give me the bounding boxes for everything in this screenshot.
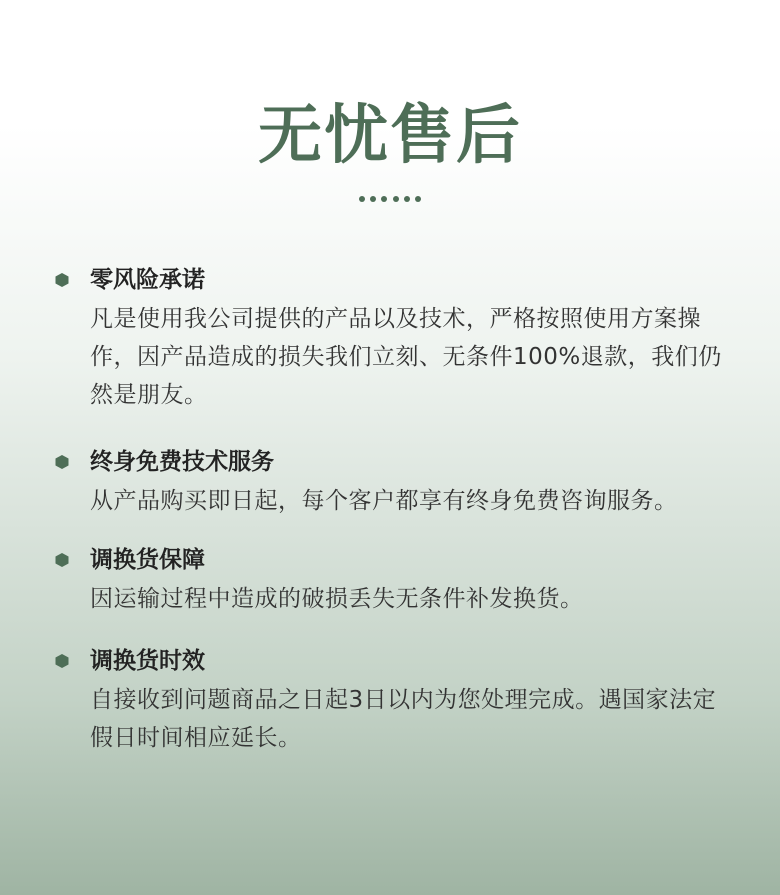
divider-dot bbox=[404, 196, 410, 202]
section-body: 因运输过程中造成的破损丢失无条件补发换货。 bbox=[90, 586, 584, 612]
divider-dot bbox=[381, 196, 387, 202]
section-title: 调换货时效 bbox=[90, 648, 205, 674]
page-title: 无忧售后 bbox=[258, 99, 522, 173]
section-lifetime-service bbox=[0, 444, 780, 520]
divider-dot bbox=[415, 196, 421, 202]
section-exchange-timing bbox=[0, 643, 780, 757]
hexagon-bullet-icon bbox=[55, 654, 69, 668]
section-exchange-guarantee bbox=[0, 542, 780, 618]
section-title: 零风险承诺 bbox=[90, 267, 205, 293]
hexagon-bullet-icon bbox=[55, 553, 69, 567]
divider-dot bbox=[370, 196, 376, 202]
hexagon-bullet-icon bbox=[55, 455, 69, 469]
title-divider-dots bbox=[0, 196, 780, 202]
section-body: 从产品购买即日起，每个客户都享有终身免费咨询服务。 bbox=[90, 488, 678, 514]
section-body: 自接收到问题商品之日起3日以内为您处理完成。遇国家法定假日时间相应延长。 bbox=[90, 687, 717, 751]
section-title: 终身免费技术服务 bbox=[90, 449, 274, 475]
divider-dot bbox=[393, 196, 399, 202]
section-title: 调换货保障 bbox=[90, 547, 205, 573]
section-zero-risk bbox=[0, 262, 780, 414]
hexagon-bullet-icon bbox=[55, 273, 69, 287]
divider-dot bbox=[359, 196, 365, 202]
section-body: 凡是使用我公司提供的产品以及技术，严格按照使用方案操作，因产品造成的损失我们立刻、无条件100%退款，我们仍然是朋友。 bbox=[90, 306, 722, 408]
